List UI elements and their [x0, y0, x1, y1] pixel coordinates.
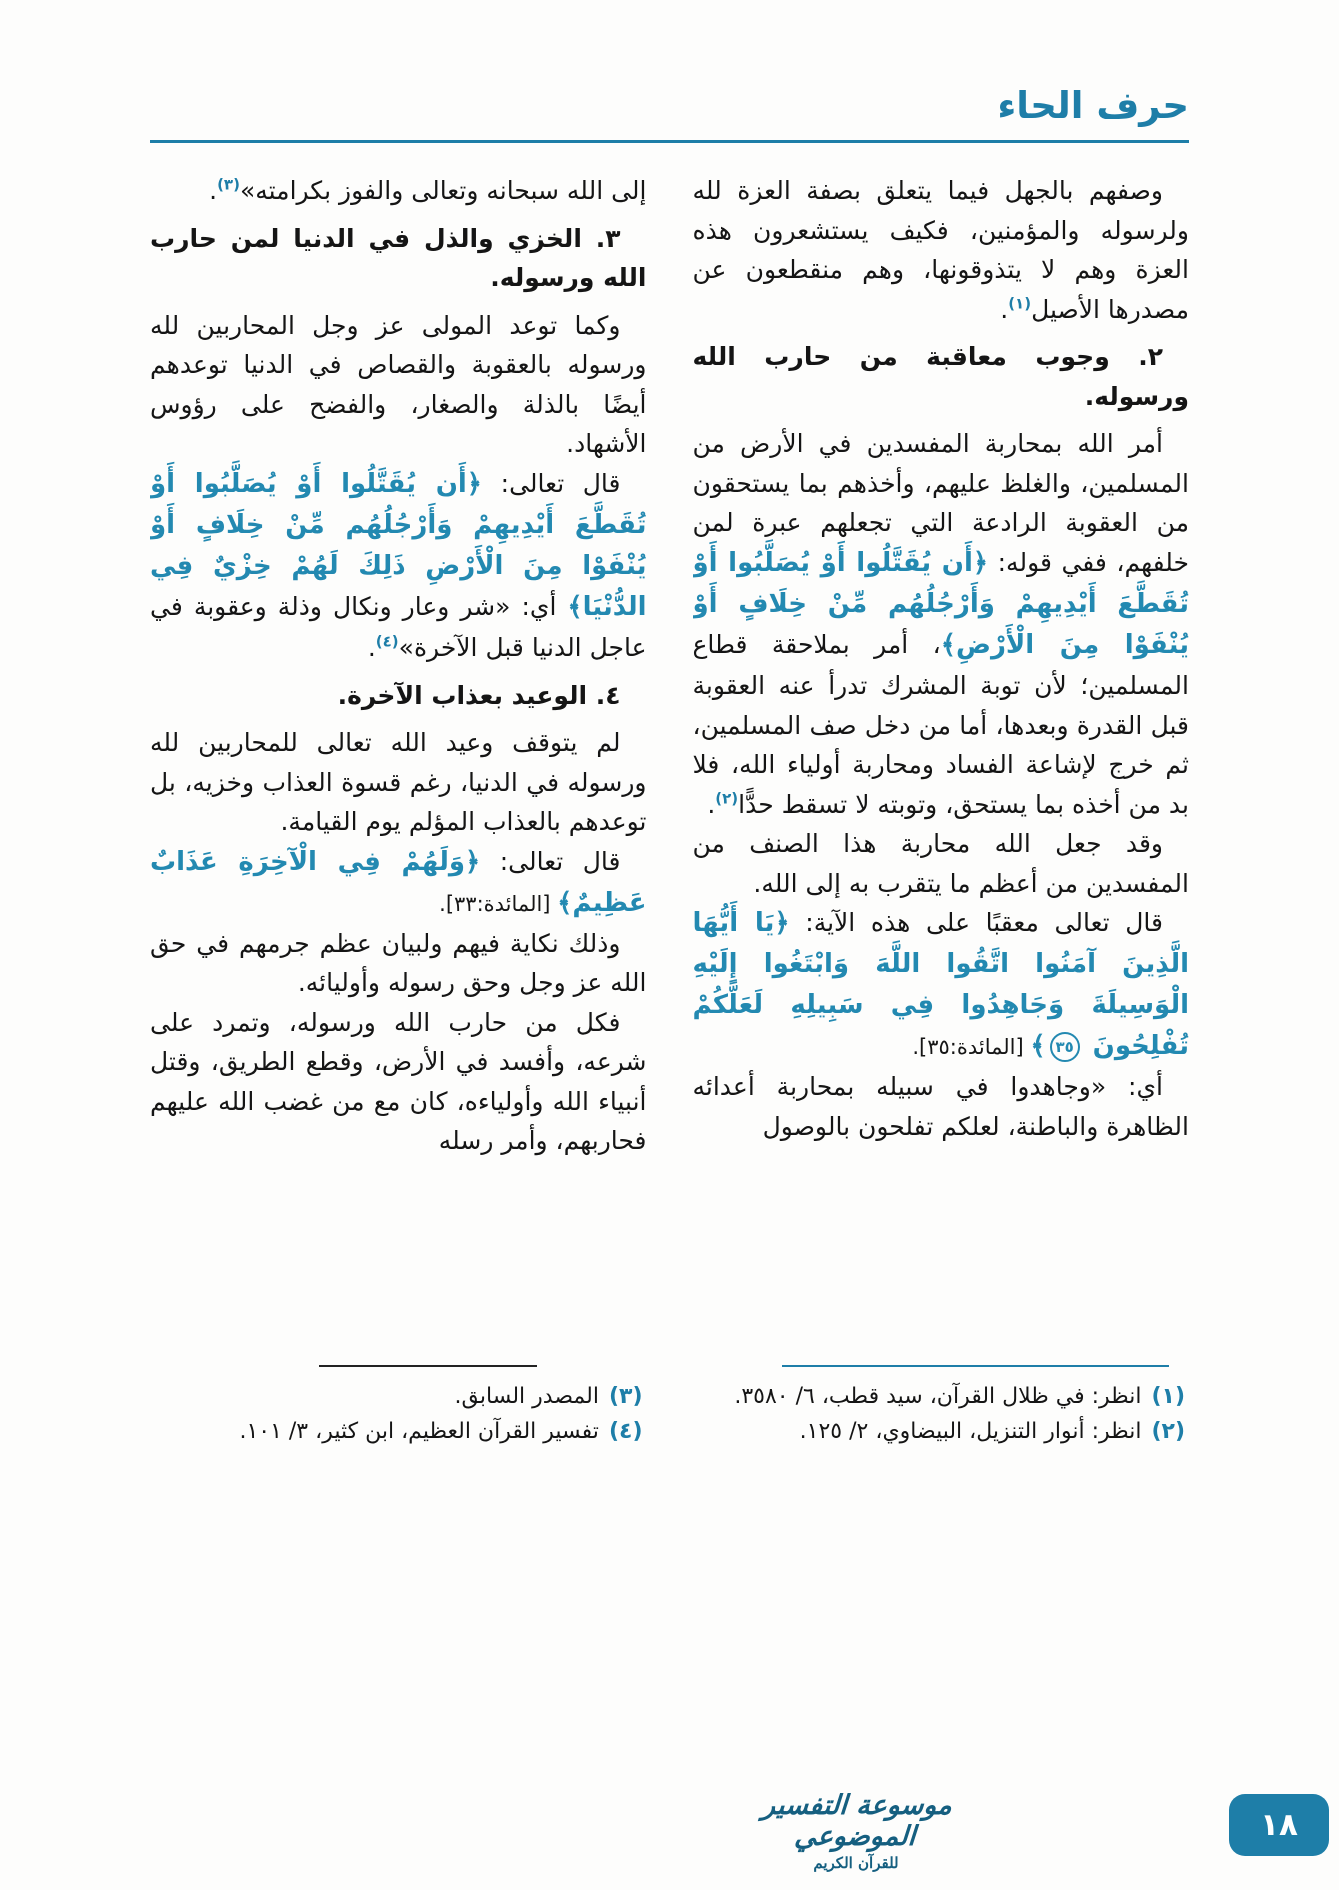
publisher-logo: [751, 1790, 961, 1872]
footnote: [693, 1379, 1190, 1414]
publisher-logo-title: موسوعة التفسير الموضوعي: [761, 1789, 953, 1852]
column-left-footnotes: [150, 1361, 647, 1449]
footnote-separator-rule: [319, 1365, 537, 1367]
body-text: .: [707, 789, 716, 819]
body-text: وذلك نكاية فيهم ولبيان عظم جرمهم في حق الله عز وجل وحق رسوله وأوليائه.: [150, 928, 647, 998]
body-text: وصفهم بالجهل فيما يتعلق بصفة العزة لله ولرسوله والمؤمنين، فكيف يستشعرون هذه العزة وهم لا يتذوقونها، وهم منقطعون عن مصدرها الأصيل: [692, 176, 1189, 324]
body-text: وكما توعد المولى عز وجل المحاربين لله ورسوله بالعقوبة والقصاص في الدنيا توعدهم أيضًا بالذلة والصغار، والفضح على رؤوس الأشهاد.: [150, 310, 647, 459]
quran-verse: ﴿أَن يُقَتَّلُوا أَوْ يُصَلَّبُوا أَوْ تُقَطَّعَ أَيْدِيهِمْ وَأَرْجُلُهُم مِّنْ خِلَافٍ أَوْ يُنْفَوْا مِنَ الْأَرْضِ﴾: [692, 547, 1189, 661]
footnote: [150, 1379, 647, 1414]
quran-verse: ﴾: [1030, 1031, 1046, 1062]
footnote-text: انظر: أنوار التنزيل، البيضاوي، ٢/ ١٢٥.: [799, 1419, 1142, 1445]
publisher-logo-subtitle: للقرآن الكريم: [813, 1854, 899, 1872]
body-text: ٢. وجوب معاقبة من حارب الله ورسوله.: [692, 342, 1189, 411]
body-paragraph: [150, 1003, 647, 1161]
body-text: .: [367, 633, 376, 663]
body-paragraph: [693, 824, 1190, 903]
ayah-number: ٣٥: [1050, 1032, 1080, 1062]
body-text: قال تعالى معقبًا على هذه الآية:: [789, 908, 1164, 938]
two-column-layout: [150, 171, 1189, 1449]
footnote-marker: (٢): [1151, 1419, 1185, 1445]
footnote-marker: (٣): [608, 1384, 643, 1410]
footnote-marker: (١): [1151, 1384, 1185, 1410]
body-text: فكل من حارب الله ورسوله، وتمرد على شرعه، وأفسد في الأرض، وقطع الطريق، وقتل أنبياء الله وأولياءه، كان مع من غضب الله عليهم فحاربهم، وأمر رسله: [150, 1007, 647, 1156]
body-text: لم يتوقف وعيد الله تعالى للمحاربين لله ورسوله في الدنيا، رغم قسوة العذاب وخزيه، بل توعدهم بالعذاب المؤلم يوم القيامة.: [150, 728, 647, 837]
body-text: ٤. الوعيد بعذاب الآخرة.: [337, 680, 621, 710]
column-right-body: [693, 171, 1190, 1361]
body-paragraph: [150, 306, 647, 464]
footnote-marker: (٤): [608, 1419, 643, 1445]
section-heading: [150, 676, 647, 716]
footnote-ref: (١): [1008, 294, 1032, 313]
body-text: .: [1000, 294, 1009, 324]
section-heading: [693, 337, 1190, 416]
chapter-title: حرف الحاء: [997, 84, 1189, 127]
verse-citation: [المائدة:٣٣].: [439, 891, 558, 916]
body-text: أي: «شر وعار ونكال وذلة وعقوبة في عاجل الدنيا قبل الآخرة»: [150, 592, 647, 663]
body-paragraph: [150, 842, 647, 924]
body-paragraph: [150, 723, 647, 842]
page-header: [0, 0, 1339, 143]
body-text: أمر الله بمحاربة المفسدين في الأرض من المسلمين، والغلظ عليهم، وأخذهم بما يستحقون من العقوبة الرادعة التي تجعلهم عبرة لمن خلفهم، ففي قوله:: [692, 429, 1189, 577]
page-number-badge: ١٨: [1229, 1794, 1329, 1856]
body-paragraph: [693, 1067, 1190, 1146]
footnote: [693, 1414, 1190, 1449]
footnote-list: [693, 1379, 1190, 1449]
body-text: ، أمر بملاحقة قطاع المسلمين؛ لأن توبة المشرك تدرأ عنه العقوبة قبل القدرة وبعدها، أما من دخل صف المسلمين، ثم خرج لإشاعة الفساد ومحاربة أولياء الله، فلا بد من أخذه بما يستحق، وتوبته لا تسقط حدًّا: [692, 630, 1189, 819]
footnote: [150, 1414, 647, 1449]
quran-verse: ﴿وَلَهُمْ فِي الْآخِرَةِ عَذَابٌ عَظِيمٌ﴾: [150, 846, 647, 918]
footnote-ref: (٣): [217, 176, 240, 195]
body-text: أي: «وجاهدوا في سبيله بمحاربة أعدائه الظاهرة والباطنة، لعلكم تفلحون بالوصول: [692, 1072, 1189, 1141]
column-right-footnotes: [693, 1361, 1190, 1449]
body-text: وقد جعل الله محاربة هذا الصنف من المفسدين من أعظم ما يتقرب به إلى الله.: [692, 829, 1189, 898]
quran-verse: ﴿أَن يُقَتَّلُوا أَوْ يُصَلَّبُوا أَوْ تُقَطَّعَ أَيْدِيهِمْ وَأَرْجُلُهُم مِّنْ خِلَافٍ أَوْ يُنْفَوْا مِنَ الْأَرْضِ ذَلِكَ لَهُمْ خِزْيٌ فِي الدُّنْيَا﴾: [150, 468, 647, 623]
column-left: [150, 171, 647, 1449]
body-text: قال تعالى:: [480, 846, 621, 876]
column-left-body: [150, 171, 647, 1361]
body-paragraph: [150, 464, 647, 668]
header-rule: [150, 140, 1189, 143]
footnote-list: [150, 1379, 647, 1449]
footnote-text: انظر: في ظلال القرآن، سيد قطب، ٦/ ٣٥٨٠.: [734, 1384, 1142, 1410]
body-paragraph: [693, 171, 1190, 329]
quran-verse: ﴿يَا أَيُّهَا الَّذِينَ آمَنُوا اتَّقُوا اللَّهَ وَابْتَغُوا إِلَيْهِ الْوَسِيلَةَ وَجَاهِدُوا فِي سَبِيلِهِ لَعَلَّكُمْ تُفْلِحُونَ: [692, 908, 1189, 1062]
footnote-text: المصدر السابق.: [454, 1384, 599, 1410]
footnote-text: تفسير القرآن العظيم، ابن كثير، ٣/ ١٠١.: [239, 1419, 599, 1445]
body-paragraph: [150, 171, 647, 211]
body-text: قال تعالى:: [482, 468, 621, 498]
footnote-separator-rule: [782, 1365, 1169, 1367]
body-paragraph: [693, 903, 1190, 1067]
body-text: .: [209, 176, 218, 206]
body-text: ٣. الخزي والذل في الدنيا لمن حارب الله ورسوله.: [150, 223, 647, 293]
footnote-ref: (٢): [715, 789, 739, 808]
body-paragraph: [150, 924, 647, 1003]
column-right: [693, 171, 1190, 1449]
section-heading: [150, 219, 647, 298]
verse-citation: [المائدة:٣٥].: [912, 1035, 1031, 1060]
footnote-ref: (٤): [375, 632, 399, 651]
body-text: إلى الله سبحانه وتعالى والفوز بكرامته»: [239, 176, 647, 206]
body-paragraph: [693, 424, 1190, 824]
